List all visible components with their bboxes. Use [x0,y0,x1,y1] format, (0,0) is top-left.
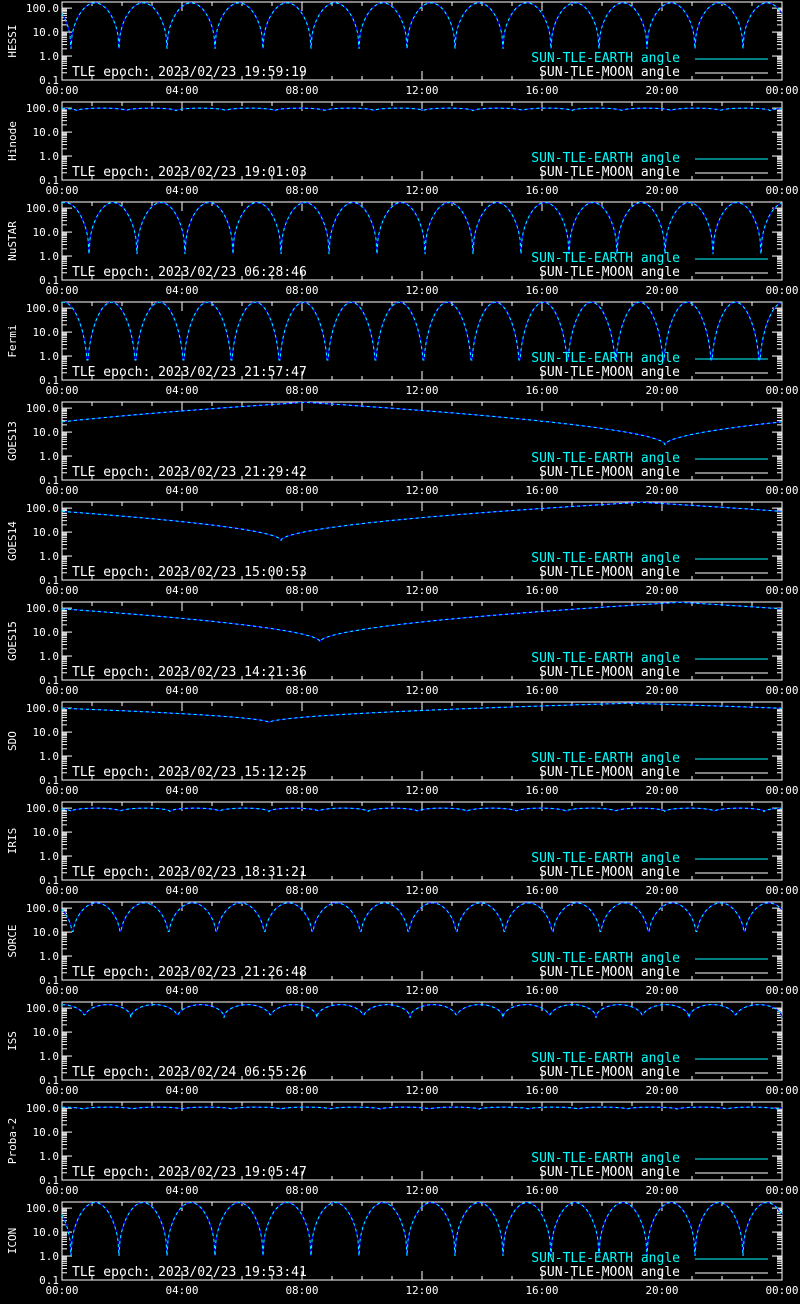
x-tick-label: 08:00 [285,384,319,397]
y-tick-label: 0.1 [39,674,59,687]
y-tick-label: 10.0 [32,226,59,240]
panel-iss [6,1002,799,1097]
x-tick-label: 20:00 [645,84,679,97]
y-tick-label: 10.0 [32,126,59,140]
y-tick-label: 10.0 [32,526,59,540]
panel-icon [6,1202,799,1297]
y-tick-label: 100.0 [25,202,59,216]
x-tick-label: 00:00 [45,484,79,497]
y-tick-label: 100.0 [25,2,59,16]
y-tick-label: 1.0 [39,1050,59,1064]
legend-moon-label: SUN-TLE-MOON angle [539,765,680,780]
y-tick-label: 10.0 [32,1226,59,1240]
satellite-name: ICON [6,1227,19,1255]
x-tick-label: 00:00 [765,484,799,497]
y-tick-label: 0.1 [39,174,59,187]
x-tick-label: 16:00 [525,1084,559,1097]
satellite-name: Hinode [6,121,19,161]
panel-hinode [6,102,799,197]
x-tick-label: 16:00 [525,284,559,297]
x-tick-label: 00:00 [765,584,799,597]
legend-moon-label: SUN-TLE-MOON angle [539,165,680,180]
legend-moon-label: SUN-TLE-MOON angle [539,265,680,280]
panel-hessi [6,2,799,97]
panel-goes13 [6,402,799,497]
legend-earth-label: SUN-TLE-EARTH angle [531,651,680,666]
x-tick-label: 16:00 [525,184,559,197]
satellite-name: HESSI [6,24,19,58]
x-tick-label: 00:00 [45,984,79,997]
y-tick-label: 0.1 [39,274,59,287]
x-tick-label: 04:00 [165,284,199,297]
x-tick-label: 16:00 [525,884,559,897]
legend-earth-label: SUN-TLE-EARTH angle [531,1251,680,1266]
y-tick-label: 10.0 [32,426,59,440]
tle-epoch-label: TLE epoch: 2023/02/23 21:26:48 [72,965,307,980]
satellite-name: NuSTAR [6,221,19,261]
y-tick-label: 1.0 [39,550,59,564]
y-tick-label: 1.0 [39,1250,59,1264]
x-tick-label: 12:00 [405,984,439,997]
x-tick-label: 00:00 [765,884,799,897]
tle-epoch-label: TLE epoch: 2023/02/23 06:28:46 [72,265,307,280]
y-tick-label: 100.0 [25,402,59,416]
x-tick-label: 00:00 [45,1284,79,1297]
y-tick-label: 100.0 [25,1202,59,1216]
y-tick-label: 1.0 [39,50,59,64]
legend-earth-label: SUN-TLE-EARTH angle [531,251,680,266]
x-tick-label: 08:00 [285,784,319,797]
legend-earth-label: SUN-TLE-EARTH angle [531,451,680,466]
x-tick-label: 12:00 [405,584,439,597]
x-tick-label: 08:00 [285,584,319,597]
x-tick-label: 00:00 [765,784,799,797]
legend-moon-label: SUN-TLE-MOON angle [539,865,680,880]
x-tick-label: 00:00 [765,1084,799,1097]
x-tick-label: 00:00 [45,84,79,97]
x-tick-label: 12:00 [405,1084,439,1097]
legend-moon-label: SUN-TLE-MOON angle [539,565,680,580]
x-tick-label: 20:00 [645,884,679,897]
x-tick-label: 04:00 [165,1084,199,1097]
y-tick-label: 0.1 [39,1174,59,1187]
y-tick-label: 100.0 [25,1102,59,1116]
legend-moon-label: SUN-TLE-MOON angle [539,1165,680,1180]
x-tick-label: 08:00 [285,684,319,697]
x-tick-label: 04:00 [165,584,199,597]
x-tick-label: 20:00 [645,1284,679,1297]
legend-moon-label: SUN-TLE-MOON angle [539,665,680,680]
satellite-name: Proba-2 [6,1117,19,1165]
x-tick-label: 08:00 [285,284,319,297]
x-tick-label: 20:00 [645,784,679,797]
legend-earth-label: SUN-TLE-EARTH angle [531,1151,680,1166]
satellite-name: GOES13 [6,421,19,461]
x-tick-label: 12:00 [405,84,439,97]
x-tick-label: 16:00 [525,784,559,797]
y-tick-label: 100.0 [25,302,59,316]
x-tick-label: 12:00 [405,384,439,397]
x-tick-label: 04:00 [165,784,199,797]
legend-earth-label: SUN-TLE-EARTH angle [531,551,680,566]
x-tick-label: 20:00 [645,1084,679,1097]
y-tick-label: 0.1 [39,1074,59,1087]
satellite-name: Fermi [6,324,19,358]
y-tick-label: 0.1 [39,574,59,587]
x-tick-label: 04:00 [165,484,199,497]
x-tick-label: 20:00 [645,1184,679,1197]
panel-goes15 [6,602,799,697]
satellite-name: SORCE [6,924,19,958]
panel-iris [6,802,799,897]
panel-fermi [6,302,799,397]
legend-moon-label: SUN-TLE-MOON angle [539,1065,680,1080]
y-tick-label: 0.1 [39,74,59,87]
y-tick-label: 100.0 [25,502,59,516]
x-tick-label: 20:00 [645,184,679,197]
legend-earth-label: SUN-TLE-EARTH angle [531,1051,680,1066]
x-tick-label: 16:00 [525,1184,559,1197]
x-tick-label: 00:00 [765,284,799,297]
y-tick-label: 100.0 [25,602,59,616]
tle-epoch-label: TLE epoch: 2023/02/23 19:53:41 [72,1265,307,1280]
x-tick-label: 08:00 [285,884,319,897]
panel-nustar [6,202,799,297]
y-tick-label: 0.1 [39,374,59,387]
y-tick-label: 100.0 [25,1002,59,1016]
satellite-name: ISS [6,1031,19,1051]
x-tick-label: 20:00 [645,284,679,297]
x-tick-label: 00:00 [765,84,799,97]
x-tick-label: 00:00 [765,684,799,697]
x-tick-label: 16:00 [525,1284,559,1297]
y-tick-label: 100.0 [25,102,59,116]
x-tick-label: 20:00 [645,984,679,997]
tle-epoch-label: TLE epoch: 2023/02/23 21:57:47 [72,365,307,380]
legend-earth-label: SUN-TLE-EARTH angle [531,351,680,366]
panel-sorce [6,902,799,997]
y-tick-label: 10.0 [32,26,59,40]
x-tick-label: 08:00 [285,1184,319,1197]
x-tick-label: 00:00 [45,784,79,797]
x-tick-label: 16:00 [525,484,559,497]
legend-moon-label: SUN-TLE-MOON angle [539,65,680,80]
y-tick-label: 10.0 [32,1026,59,1040]
x-tick-label: 20:00 [645,484,679,497]
x-tick-label: 08:00 [285,84,319,97]
satellite-name: IRIS [6,827,19,855]
tle-epoch-label: TLE epoch: 2023/02/23 19:05:47 [72,1165,307,1180]
y-tick-label: 0.1 [39,774,59,787]
satellite-name: GOES15 [6,621,19,661]
x-tick-label: 00:00 [45,284,79,297]
x-tick-label: 00:00 [45,384,79,397]
earth-angle-line [62,1005,782,1018]
x-tick-label: 16:00 [525,84,559,97]
y-tick-label: 10.0 [32,826,59,840]
x-tick-label: 00:00 [45,884,79,897]
x-tick-label: 12:00 [405,184,439,197]
x-tick-label: 12:00 [405,284,439,297]
x-tick-label: 20:00 [645,684,679,697]
y-tick-label: 0.1 [39,474,59,487]
y-tick-label: 1.0 [39,250,59,264]
legend-moon-label: SUN-TLE-MOON angle [539,965,680,980]
x-tick-label: 20:00 [645,584,679,597]
x-tick-label: 20:00 [645,384,679,397]
x-tick-label: 00:00 [45,584,79,597]
y-tick-label: 0.1 [39,1274,59,1287]
legend-earth-label: SUN-TLE-EARTH angle [531,951,680,966]
x-tick-label: 00:00 [765,1284,799,1297]
y-tick-label: 1.0 [39,150,59,164]
x-tick-label: 12:00 [405,484,439,497]
legend-earth-label: SUN-TLE-EARTH angle [531,151,680,166]
x-tick-label: 04:00 [165,884,199,897]
y-tick-label: 1.0 [39,950,59,964]
y-tick-label: 100.0 [25,802,59,816]
y-tick-label: 1.0 [39,650,59,664]
x-tick-label: 16:00 [525,684,559,697]
x-tick-label: 04:00 [165,184,199,197]
panel-proba-2 [6,1102,799,1197]
y-tick-label: 1.0 [39,1150,59,1164]
legend-earth-label: SUN-TLE-EARTH angle [531,51,680,66]
x-tick-label: 08:00 [285,1084,319,1097]
legend-moon-label: SUN-TLE-MOON angle [539,1265,680,1280]
x-tick-label: 08:00 [285,484,319,497]
x-tick-label: 00:00 [765,984,799,997]
x-tick-label: 12:00 [405,684,439,697]
y-tick-label: 0.1 [39,974,59,987]
panel-goes14 [6,502,799,597]
tle-epoch-label: TLE epoch: 2023/02/23 18:31:21 [72,865,307,880]
y-tick-label: 100.0 [25,702,59,716]
legend-earth-label: SUN-TLE-EARTH angle [531,751,680,766]
x-tick-label: 16:00 [525,384,559,397]
y-tick-label: 0.1 [39,874,59,887]
y-tick-label: 10.0 [32,326,59,340]
satellite-name: SDO [6,731,19,751]
y-tick-label: 10.0 [32,926,59,940]
tle-epoch-label: TLE epoch: 2023/02/23 19:01:03 [72,165,307,180]
x-tick-label: 00:00 [765,184,799,197]
legend-moon-label: SUN-TLE-MOON angle [539,365,680,380]
x-tick-label: 00:00 [45,1084,79,1097]
x-tick-label: 08:00 [285,1284,319,1297]
satellite-name: GOES14 [6,521,19,561]
y-tick-label: 1.0 [39,350,59,364]
x-tick-label: 00:00 [765,384,799,397]
legend-moon-label: SUN-TLE-MOON angle [539,465,680,480]
x-tick-label: 04:00 [165,384,199,397]
x-tick-label: 12:00 [405,1284,439,1297]
y-tick-label: 10.0 [32,1126,59,1140]
y-tick-label: 100.0 [25,902,59,916]
tle-epoch-label: TLE epoch: 2023/02/23 14:21:36 [72,665,307,680]
tle-epoch-label: TLE epoch: 2023/02/23 19:59:19 [72,65,307,80]
x-tick-label: 04:00 [165,984,199,997]
x-tick-label: 12:00 [405,1184,439,1197]
x-tick-label: 00:00 [45,1184,79,1197]
x-tick-label: 04:00 [165,84,199,97]
x-tick-label: 12:00 [405,784,439,797]
tle-epoch-label: TLE epoch: 2023/02/23 15:00:53 [72,565,307,580]
x-tick-label: 16:00 [525,984,559,997]
x-tick-label: 04:00 [165,1184,199,1197]
y-tick-label: 1.0 [39,750,59,764]
tle-epoch-label: TLE epoch: 2023/02/24 06:55:26 [72,1065,307,1080]
tle-epoch-label: TLE epoch: 2023/02/23 21:29:42 [72,465,307,480]
panel-sdo [6,702,799,797]
y-tick-label: 10.0 [32,726,59,740]
x-tick-label: 04:00 [165,1284,199,1297]
x-tick-label: 08:00 [285,984,319,997]
x-tick-label: 16:00 [525,584,559,597]
x-tick-label: 08:00 [285,184,319,197]
tle-epoch-label: TLE epoch: 2023/02/23 15:12:25 [72,765,307,780]
x-tick-label: 00:00 [45,684,79,697]
x-tick-label: 00:00 [765,1184,799,1197]
legend-earth-label: SUN-TLE-EARTH angle [531,851,680,866]
x-tick-label: 00:00 [45,184,79,197]
x-tick-label: 12:00 [405,884,439,897]
x-tick-label: 04:00 [165,684,199,697]
y-tick-label: 1.0 [39,850,59,864]
y-tick-label: 1.0 [39,450,59,464]
y-tick-label: 10.0 [32,626,59,640]
